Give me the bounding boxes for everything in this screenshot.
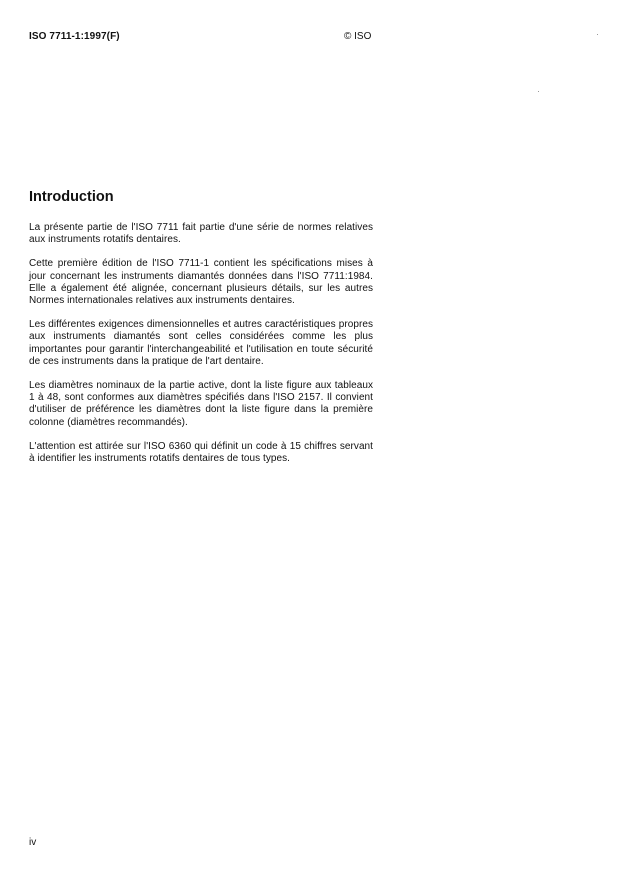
body-text [29,222,373,477]
paragraph-1: La présente partie de l'ISO 7711 fait partie d'une série de normes relatives aux instruments rotatifs dentaires. [29,222,373,246]
paragraph-3: Les différentes exigences dimensionnelles et autres caractéristiques propres aux instruments diamantés sont celles considérées comme les plus importantes pour garantir l'interchangeabilité et l'utilisation en toute sécurité de ces instruments dans la pratique de l'art dentaire. [29,319,373,367]
section-title: Introduction [29,189,114,205]
paragraph-4: Les diamètres nominaux de la partie active, dont la liste figure aux tableaux 1 à 48, sont conformes aux diamètres spécifiés dans l'ISO 2157. Il convient d'utiliser de préférence les diamètres dont la liste figure dans la première colonne (diamètres recommandés). [29,380,373,428]
copyright-notice: © ISO [344,31,372,42]
scan-speck [597,34,598,35]
scan-speck [538,91,539,92]
paragraph-2: Cette première édition de l'ISO 7711-1 contient les spécifications mises à jour concernant les instruments diamantés données dans l'ISO 7711:1984. Elle a également été alignée, concernant plusieurs détails, sur les autres Normes internationales relatives aux instruments dentaires. [29,258,373,307]
page-number: iv [29,837,37,848]
paragraph-5: L'attention est attirée sur l'ISO 6360 qui définit un code à 15 chiffres servant à identifier les instruments rotatifs dentaires de tous types. [29,440,373,465]
document-id: ISO 7711-1:1997(F) [29,31,120,42]
